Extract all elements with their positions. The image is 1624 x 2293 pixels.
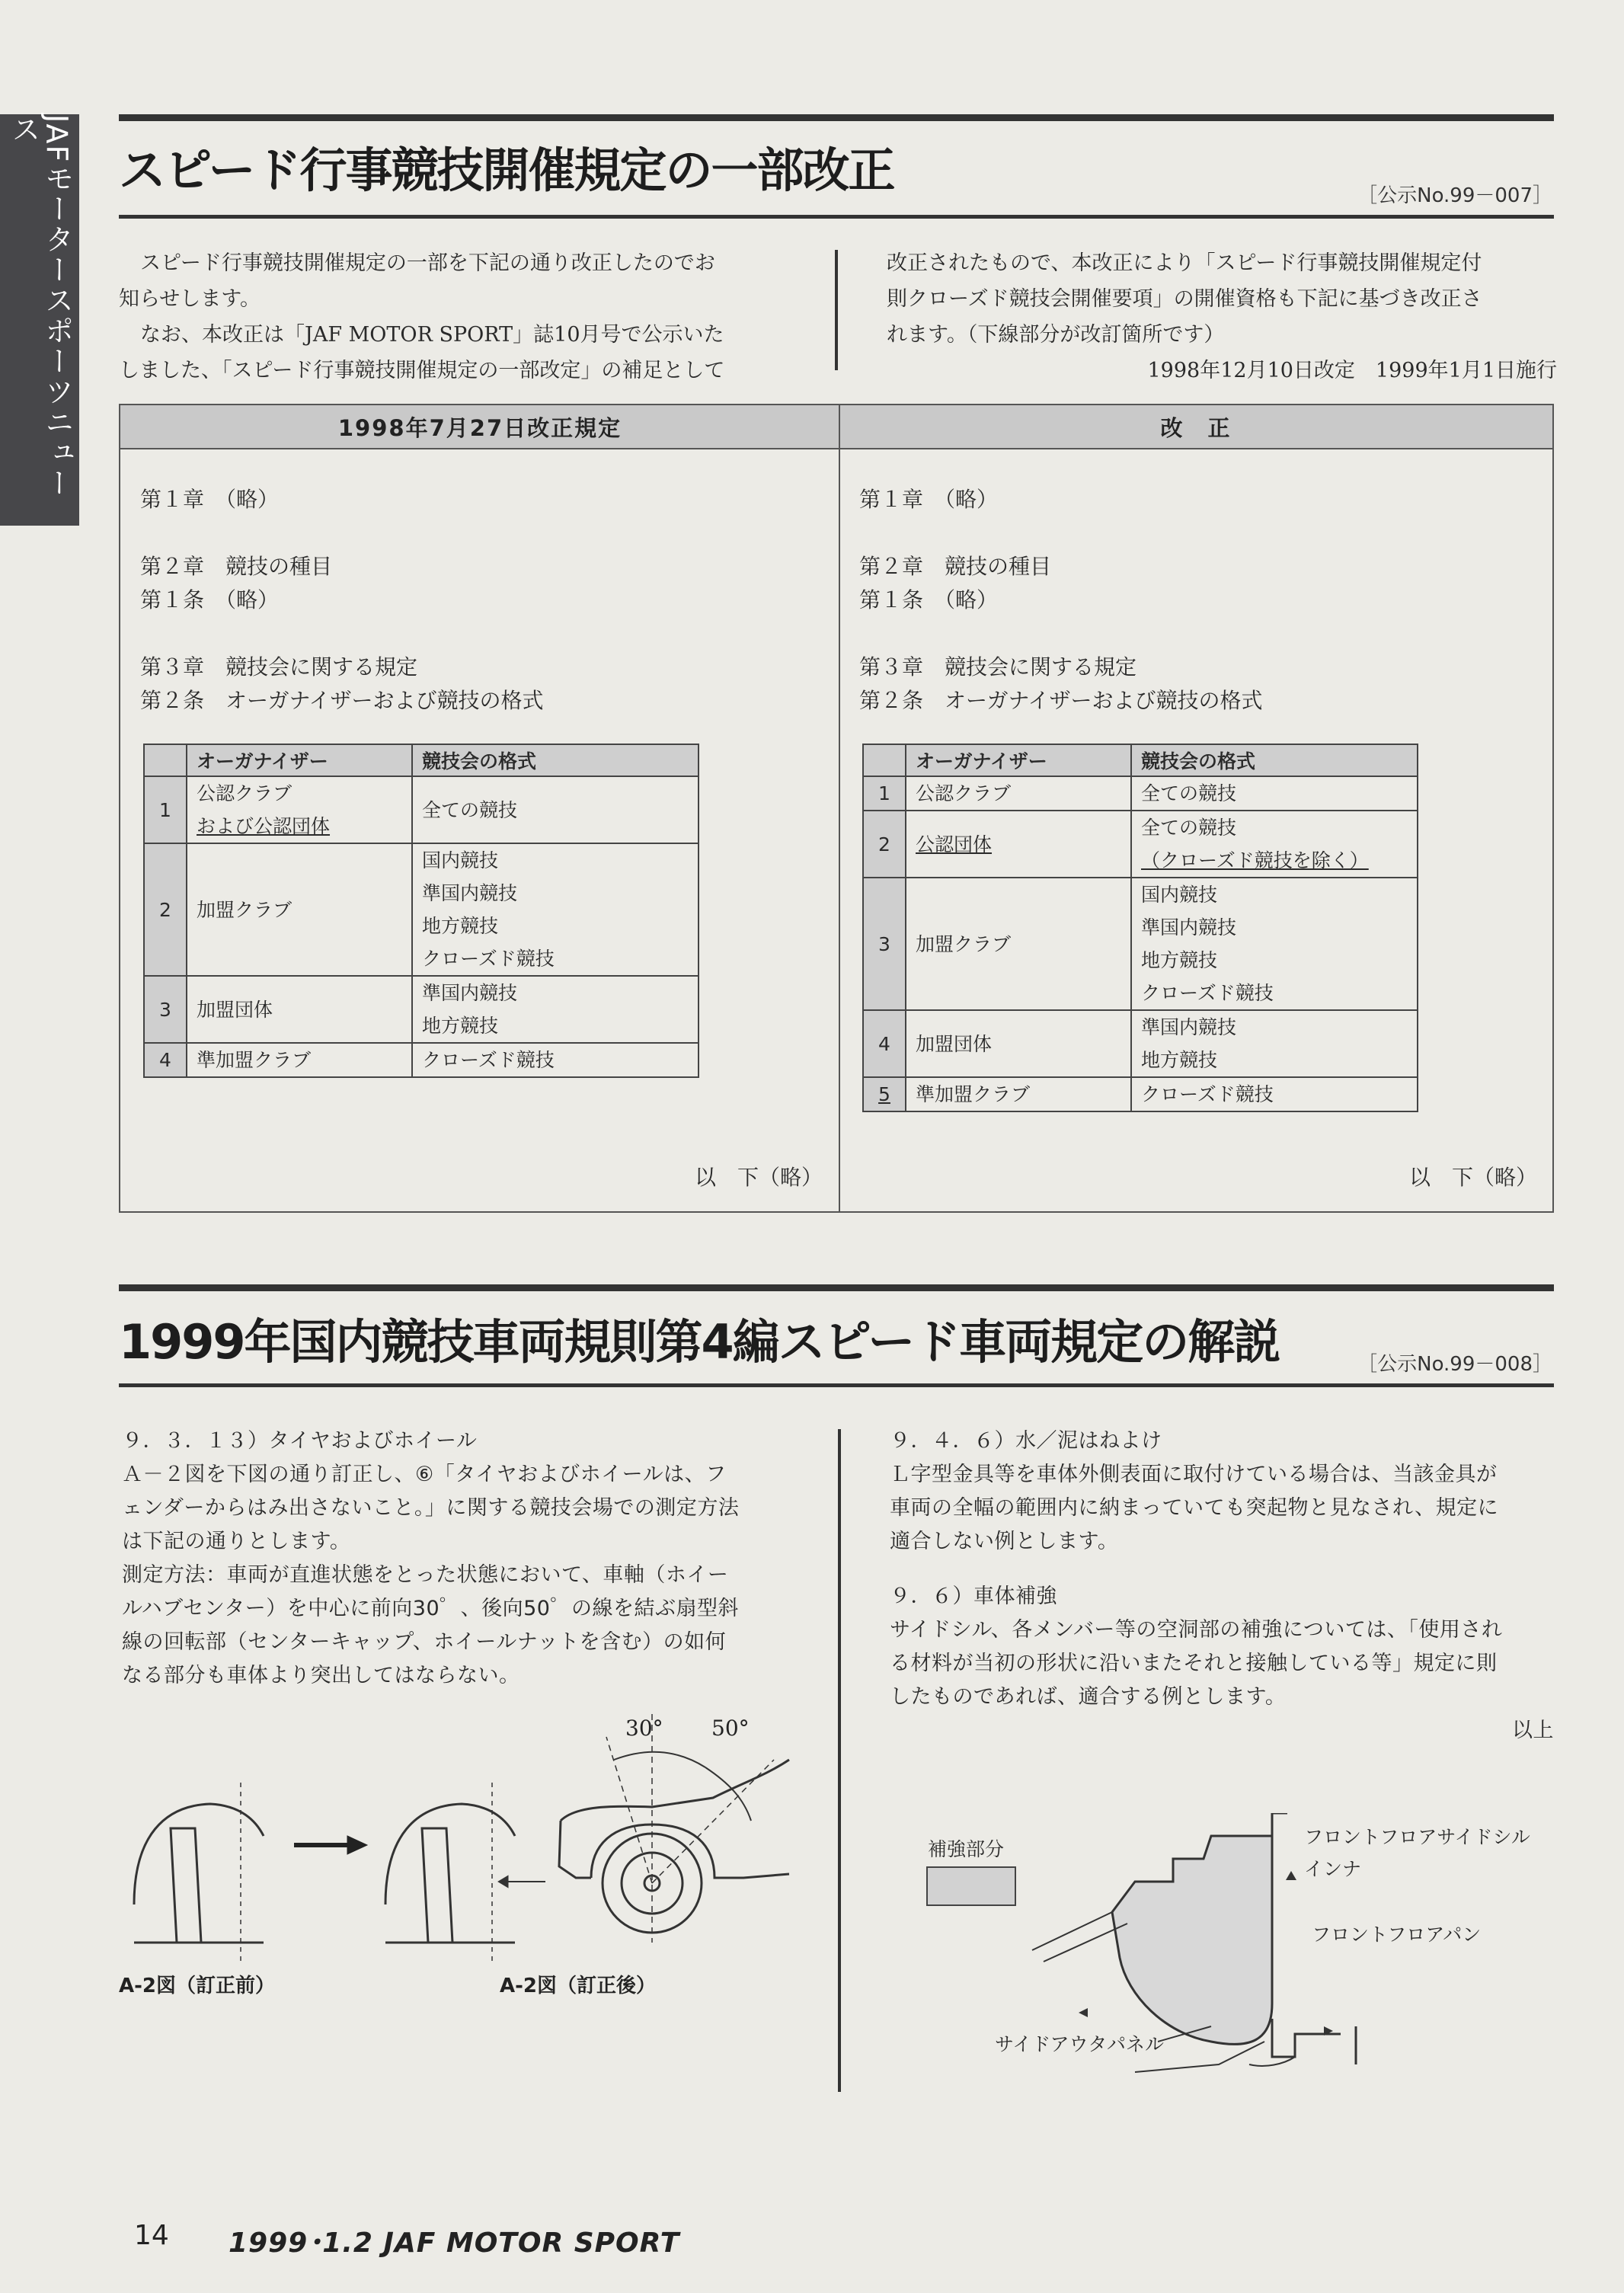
old-article1: 第１条 （略） bbox=[140, 587, 280, 612]
text-line: しました、「スピード行事競技開催規定の一部改定」の補足として bbox=[119, 359, 725, 382]
column-divider bbox=[835, 250, 838, 370]
new-organizer-table bbox=[862, 744, 1418, 1112]
text-line: したものであれば、適合する例とします。 bbox=[890, 1685, 1287, 1709]
text-line: れます。（下線部分が改訂箇所です） bbox=[887, 323, 1225, 347]
heading-rule-top bbox=[119, 114, 1554, 121]
cell-text: 全ての競技 bbox=[1141, 817, 1237, 839]
section2-title: 1999年国内競技車両規則第4編スピード車両規定の解説 bbox=[119, 1314, 1280, 1370]
table-row bbox=[144, 843, 699, 976]
text-line: 車両の全幅の範囲内に納まっていても突起物と見なされ、規定に bbox=[890, 1496, 1499, 1520]
cell-text: 加盟クラブ bbox=[916, 932, 1012, 955]
format-cell bbox=[1131, 776, 1418, 811]
table-row bbox=[863, 1010, 1418, 1077]
cell-text: 地方競技 bbox=[1141, 949, 1218, 971]
text-line: ルハブセンター）を中心に前向30゜、後向50゜の線を結ぶ扇型斜 bbox=[122, 1597, 739, 1620]
new-rules-header: 改 正 bbox=[839, 405, 1552, 449]
row-number: 5 bbox=[863, 1077, 906, 1111]
row-number: 3 bbox=[144, 976, 187, 1043]
section2-notice: ［公示No.99－008］ bbox=[1357, 1353, 1552, 1376]
text-line: Ａ－２図を下図の通り訂正し、⑥「タイヤおよびホイールは、フ bbox=[122, 1463, 727, 1486]
section-side-tab: JAFモータースポーツニュース bbox=[0, 114, 79, 526]
text-line: なお、本改正は「JAF MOTOR SPORT」誌10月号で公示いた bbox=[140, 323, 724, 347]
table-row bbox=[863, 1077, 1418, 1111]
heading-rule-bottom bbox=[119, 215, 1554, 219]
cell-text: 公認クラブ bbox=[197, 782, 293, 804]
text-line: ９．６）車体補強 bbox=[890, 1585, 1057, 1608]
row-number: 1 bbox=[863, 776, 906, 811]
cell-text: および公認団体 bbox=[197, 815, 331, 837]
magazine-footer: 1999･1.2 JAF MOTOR SPORT bbox=[229, 2227, 680, 2259]
section1-notice: ［公示No.99－007］ bbox=[1357, 184, 1552, 207]
text-line: ９．３．１３）タイヤおよびホイール bbox=[122, 1429, 478, 1453]
cell-text: 地方競技 bbox=[422, 915, 499, 937]
cell-text: 加盟団体 bbox=[197, 998, 273, 1021]
cell-text: クローズド競技 bbox=[1141, 1083, 1274, 1105]
label-sill-inner-line1: フロントフロアサイドシル bbox=[1304, 1826, 1530, 1848]
format-cell bbox=[412, 1043, 699, 1077]
table-header-format: 競技会の格式 bbox=[1131, 744, 1418, 776]
outer-panel-leader bbox=[1158, 2019, 1219, 2049]
table-row bbox=[144, 1043, 699, 1077]
organizer-cell bbox=[906, 811, 1131, 878]
format-cell bbox=[1131, 1077, 1418, 1111]
format-cell bbox=[1131, 811, 1418, 878]
row-number: 3 bbox=[863, 878, 906, 1010]
organizer-cell bbox=[187, 843, 412, 976]
heading-rule-bottom bbox=[119, 1383, 1554, 1387]
angle-front-label: 30° bbox=[625, 1716, 663, 1741]
cell-text: 地方競技 bbox=[1141, 1049, 1218, 1071]
cell-text: 国内競技 bbox=[1141, 884, 1218, 906]
row-number: 4 bbox=[144, 1043, 187, 1077]
comparison-divider bbox=[839, 405, 840, 1211]
section1-intro-left bbox=[119, 245, 804, 389]
format-cell bbox=[412, 843, 699, 976]
cell-text: 準加盟クラブ bbox=[197, 1049, 312, 1071]
old-omitted-note: 以 下（略） bbox=[695, 1165, 823, 1190]
text-line: ９．４．６）水／泥はねよけ bbox=[890, 1429, 1162, 1453]
old-organizer-table bbox=[143, 744, 699, 1078]
a2-before-figure bbox=[134, 1783, 264, 1965]
table-row bbox=[144, 776, 699, 843]
cell-text: 準国内競技 bbox=[422, 882, 518, 904]
fig-before-caption: A-2図（訂正前） bbox=[119, 1975, 276, 1997]
cell-text: 全ての競技 bbox=[1141, 782, 1237, 804]
new-chapter3: 第３章 競技会に関する規定 bbox=[859, 654, 1137, 680]
old-chapter2: 第２章 競技の種目 bbox=[140, 554, 333, 579]
new-chapter2: 第２章 競技の種目 bbox=[859, 554, 1052, 579]
section1-intro-right bbox=[887, 245, 1557, 389]
row-number: 1 bbox=[144, 776, 187, 843]
organizer-cell bbox=[906, 1077, 1131, 1111]
new-table-body bbox=[863, 776, 1418, 1111]
organizer-cell bbox=[906, 1010, 1131, 1077]
text-line: サイドシル、各メンバー等の空洞部の補強については、「使用され bbox=[890, 1618, 1503, 1642]
table-header-num bbox=[144, 744, 187, 776]
a2-after-tire bbox=[385, 1783, 515, 1965]
format-cell bbox=[412, 976, 699, 1043]
cell-text: 公認クラブ bbox=[916, 782, 1012, 804]
heading-rule-top bbox=[119, 1284, 1554, 1291]
table-row bbox=[144, 976, 699, 1043]
new-article2: 第２条 オーガナイザーおよび競技の格式 bbox=[859, 688, 1263, 713]
old-article2: 第２条 オーガナイザーおよび競技の格式 bbox=[140, 688, 544, 713]
legend-swatch bbox=[926, 1866, 1016, 1906]
cell-text: クローズド競技 bbox=[422, 948, 555, 970]
cell-text: 全ての競技 bbox=[422, 798, 518, 821]
row-number: 2 bbox=[863, 811, 906, 878]
cell-text: 国内競技 bbox=[422, 849, 499, 871]
organizer-cell bbox=[906, 878, 1131, 1010]
cell-text: クローズド競技 bbox=[422, 1049, 555, 1071]
organizer-cell bbox=[187, 1043, 412, 1077]
fig-after-caption: A-2図（訂正後） bbox=[500, 1975, 657, 1997]
cell-text: クローズド競技 bbox=[1141, 982, 1274, 1004]
page-number: 14 bbox=[134, 2220, 169, 2251]
format-cell bbox=[412, 776, 699, 843]
text-line: 知らせします。 bbox=[119, 287, 261, 311]
text-line: 則クローズド競技会開催要項」の開催資格も下記に基づき改正さ bbox=[887, 287, 1482, 311]
organizer-cell bbox=[187, 776, 412, 843]
new-chapter1: 第１章 （略） bbox=[859, 487, 999, 512]
text-line: 線の回転部（センターキャップ、ホイールナットを含む）の如何 bbox=[122, 1630, 727, 1654]
cell-text: 公認団体 bbox=[916, 833, 993, 855]
organizer-cell bbox=[906, 776, 1131, 811]
text-line: ェンダーからはみ出さないこと。」に関する競技会場での測定方法 bbox=[122, 1496, 740, 1520]
reinforcement-area bbox=[1112, 1836, 1272, 2044]
cell-text: 加盟団体 bbox=[916, 1032, 993, 1055]
text-line: る材料が当初の形状に沿いまたそれと接触している等」規定に則 bbox=[890, 1652, 1498, 1675]
text-line: 改正されたもので、本改正により「スピード行事競技開催規定付 bbox=[887, 251, 1482, 275]
cell-text: 準国内競技 bbox=[422, 982, 518, 1004]
row-number: 2 bbox=[144, 843, 187, 976]
format-cell bbox=[1131, 1010, 1418, 1077]
label-sill-inner-line2: インナ bbox=[1304, 1858, 1362, 1880]
end-mark: 以上 bbox=[1512, 1719, 1554, 1742]
cell-text: 準国内競技 bbox=[1141, 916, 1237, 939]
old-table-body bbox=[144, 776, 699, 1077]
cell-text: 地方競技 bbox=[422, 1015, 499, 1037]
table-row bbox=[863, 878, 1418, 1010]
table-header-num bbox=[863, 744, 906, 776]
table-row bbox=[863, 811, 1418, 878]
a2-wheel-diagram bbox=[119, 1714, 804, 2004]
text-line: なる部分も車体より突出してはならない。 bbox=[122, 1664, 520, 1687]
label-outer-panel: サイドアウタパネル bbox=[995, 2033, 1165, 2055]
text-line: 測定方法：車両が直進状態をとった状態において、車軸（ホイー bbox=[122, 1563, 729, 1587]
cell-text: 準加盟クラブ bbox=[916, 1083, 1031, 1105]
cell-text: 加盟クラブ bbox=[197, 898, 293, 921]
new-article1: 第１条 （略） bbox=[859, 587, 999, 612]
column-divider bbox=[838, 1429, 841, 2092]
organizer-cell bbox=[187, 976, 412, 1043]
cell-text: 準国内競技 bbox=[1141, 1016, 1237, 1038]
section2-left-text bbox=[122, 1425, 807, 1693]
table-header-row bbox=[863, 744, 1418, 776]
table-header-organizer: オーガナイザー bbox=[187, 744, 412, 776]
row-number: 4 bbox=[863, 1010, 906, 1077]
comparison-box bbox=[119, 404, 1554, 1213]
angle-rear-label: 50° bbox=[711, 1716, 750, 1741]
transition-arrow-icon bbox=[294, 1836, 367, 1854]
table-header-organizer: オーガナイザー bbox=[906, 744, 1131, 776]
section1-title: スピード行事競技開催規定の一部改正 bbox=[119, 142, 894, 198]
text-line: Ｌ字型金具等を車体外側表面に取付けている場合は、当該金具が bbox=[890, 1463, 1498, 1486]
text-line: 適合しない例とします。 bbox=[890, 1530, 1119, 1553]
effective-dates: 1998年12月10日改定 1999年1月1日施行 bbox=[1147, 359, 1557, 382]
table-header-row bbox=[144, 744, 699, 776]
format-cell bbox=[1131, 878, 1418, 1010]
text-line: スピード行事競技開催規定の一部を下記の通り改正したのでお bbox=[140, 251, 715, 275]
old-chapter1: 第１章 （略） bbox=[140, 487, 280, 512]
a2-after-car-body bbox=[500, 1714, 789, 1943]
old-chapter3: 第３章 競技会に関する規定 bbox=[140, 654, 418, 680]
legend-label: 補強部分 bbox=[928, 1838, 1005, 1860]
table-row bbox=[863, 776, 1418, 811]
label-floor-pan: フロントフロアパン bbox=[1312, 1924, 1482, 1946]
section2-right-text bbox=[890, 1425, 1560, 1748]
text-line: は下記の通りとします。 bbox=[122, 1530, 351, 1553]
table-header-format: 競技会の格式 bbox=[412, 744, 699, 776]
cell-text: （クローズド競技を除く） bbox=[1141, 849, 1369, 871]
new-omitted-note: 以 下（略） bbox=[1409, 1165, 1538, 1190]
old-rules-header: 1998年7月27日改正規定 bbox=[120, 405, 839, 449]
